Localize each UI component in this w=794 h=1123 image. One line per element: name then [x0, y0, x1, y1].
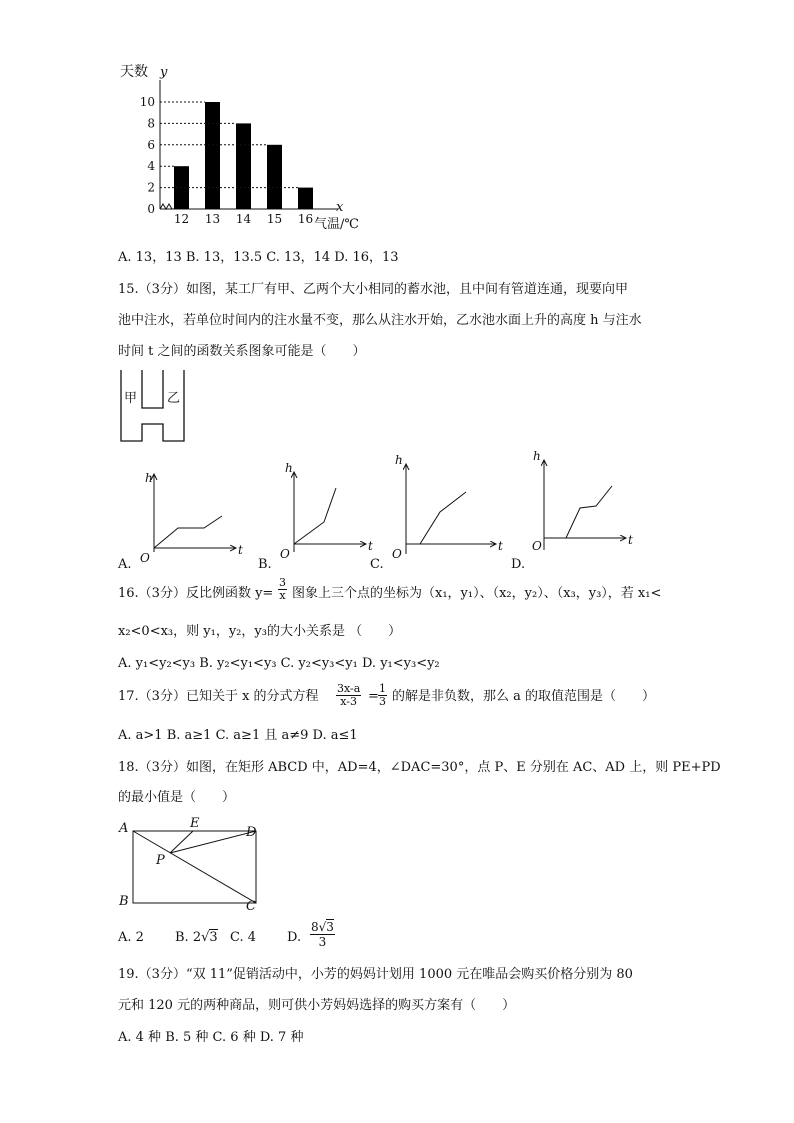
- graph-b-letter: B.: [258, 557, 272, 572]
- x-tick-label: 16: [297, 212, 314, 226]
- q17-fraction-2: [378, 683, 387, 708]
- graph-option-d: [508, 449, 648, 572]
- q17-frac1-den: x-3: [340, 695, 358, 708]
- graph-d-o: O: [532, 539, 542, 553]
- graph-b-t: t: [368, 539, 373, 553]
- q16-fraction: [278, 577, 287, 602]
- q18-line-1: 18.（3分）如图，在矩形 ABCD 中，AD=4，∠DAC=30°，点 P、E 分别在 AC、AD 上，则 PE+PD: [118, 760, 721, 775]
- q17-frac1-num: 3x-a: [337, 682, 361, 695]
- q18-option-b-root: 3: [209, 930, 218, 945]
- x-tick-label: 15: [266, 212, 283, 226]
- x-tick-label: 12: [173, 212, 190, 226]
- graph-d-letter: D.: [511, 557, 526, 572]
- bar: [205, 102, 220, 209]
- label-e: E: [190, 816, 200, 831]
- q17-frac2-num: 1: [379, 682, 386, 695]
- q18-d-num-pre: 8: [311, 920, 319, 934]
- axis-break: [160, 204, 172, 209]
- q17-post: 的解是非负数，那么 a 的取值范围是（ ）: [392, 689, 656, 704]
- q19-line-1: 19.（3分）“双 11”促销活动中，小芳的妈妈计划用 1000 元在唯品会购买价格分别为 80: [118, 967, 633, 982]
- q17-pre: 17.（3分）已知关于 x 的分式方程: [118, 689, 319, 704]
- label-d: D: [246, 825, 257, 840]
- q18-d-den: 3: [318, 935, 327, 949]
- bar: [298, 188, 313, 209]
- graph-c-t: t: [498, 539, 503, 553]
- q17-frac2-den: 3: [379, 695, 386, 708]
- tank-left-label: 甲: [124, 391, 138, 406]
- q19-line-2: 元和 120 元的两种商品，则可供小芳妈妈选择的购买方案有（ ）: [118, 998, 516, 1013]
- q18-option-b-pre: B. 2: [175, 930, 202, 945]
- label-c: C: [246, 899, 256, 914]
- graph-a-t: t: [238, 543, 243, 557]
- q17-fraction-1: [336, 683, 361, 708]
- chart-ylabel: 天数: [120, 64, 148, 80]
- q18-option-b: B. 2√3: [175, 930, 218, 945]
- bar: [267, 145, 282, 209]
- bar: [236, 123, 251, 209]
- graph-option-a: [118, 456, 258, 572]
- q16-line-2: x₂<0<x₃，则 y₁，y₂，y₃的大小关系是 （ ）: [118, 624, 402, 639]
- q16-line-1-pre: 16.（3分）反比例函数 y=: [118, 586, 274, 601]
- y-tick-label: 2: [147, 180, 155, 195]
- label-a: A: [119, 821, 129, 836]
- rectangle-diagram: [116, 814, 276, 914]
- graph-d-t: t: [628, 533, 633, 547]
- y-tick-label: 4: [147, 159, 155, 174]
- water-tank-diagram: [118, 366, 198, 446]
- q18-line-2: 的最小值是（ ）: [118, 790, 236, 805]
- q18-option-d-fraction: $\frac{8√3}{3}$: [311, 920, 334, 949]
- q18-option-a: A. 2: [118, 930, 144, 945]
- q16-options: A. y₁<y₂<y₃ B. y₂<y₁<y₃ C. y₂<y₃<y₁ D. y₁<y₃<y₂: [118, 656, 440, 671]
- graph-d-h: h: [533, 449, 541, 463]
- q15-line-2: 池中注水，若单位时间内的注水量不变，那么从注水开始，乙水池水面上升的高度 h 与注水: [118, 313, 642, 328]
- q15-line-3: 时间 t 之间的函数关系图象可能是（ ）: [118, 344, 366, 359]
- q16-line-1-post: 图象上三个点的坐标为（x₁，y₁）、（x₂，y₂）、（x₃，y₃），若 x₁<: [292, 586, 662, 601]
- x-tick-label: 14: [235, 212, 252, 226]
- q15-line-1: 15.（3分）如图，某工厂有甲、乙两个大小相同的蓄水池，且中间有管道连通，现要向甲: [118, 282, 628, 297]
- graph-option-c: [370, 450, 510, 572]
- graph-c-h: h: [395, 453, 403, 467]
- y-tick-label: 6: [147, 137, 155, 152]
- q17-eq: =: [368, 689, 379, 704]
- chart-yvar: y: [160, 65, 168, 80]
- q16-frac-num: 3: [279, 576, 286, 589]
- graph-b-h: h: [285, 461, 293, 475]
- q18-d-num-root: 3: [326, 920, 334, 934]
- graph-b-o: O: [280, 547, 290, 561]
- q14-options: A. 13，13 B. 13，13.5 C. 13，14 D. 16，13: [118, 250, 399, 265]
- y-tick-label: 0: [147, 202, 155, 216]
- graph-a-o: O: [140, 551, 150, 565]
- q18-option-c: C. 4: [230, 930, 257, 945]
- q17-options: A. a>1 B. a≥1 C. a≥1 且 a≠9 D. a≤1: [118, 728, 358, 743]
- label-p: P: [156, 853, 165, 868]
- chart-xlabel: 气温/℃: [314, 217, 359, 232]
- graph-a-h: h: [145, 471, 153, 485]
- tank-right-label: 乙: [167, 391, 181, 406]
- y-tick-label: 8: [147, 116, 155, 131]
- graph-c-letter: C.: [370, 557, 384, 572]
- q18-option-d-label: D.: [287, 930, 302, 945]
- x-tick-label: 13: [204, 212, 221, 226]
- label-b: B: [119, 894, 129, 909]
- graph-c-o: O: [392, 547, 402, 561]
- y-tick-label: 10: [139, 95, 155, 109]
- q16-frac-den: x: [279, 589, 286, 602]
- chart-xvar: x: [336, 200, 344, 215]
- q19-options: A. 4 种 B. 5 种 C. 6 种 D. 7 种: [118, 1030, 304, 1045]
- graph-a-letter: A.: [118, 557, 132, 572]
